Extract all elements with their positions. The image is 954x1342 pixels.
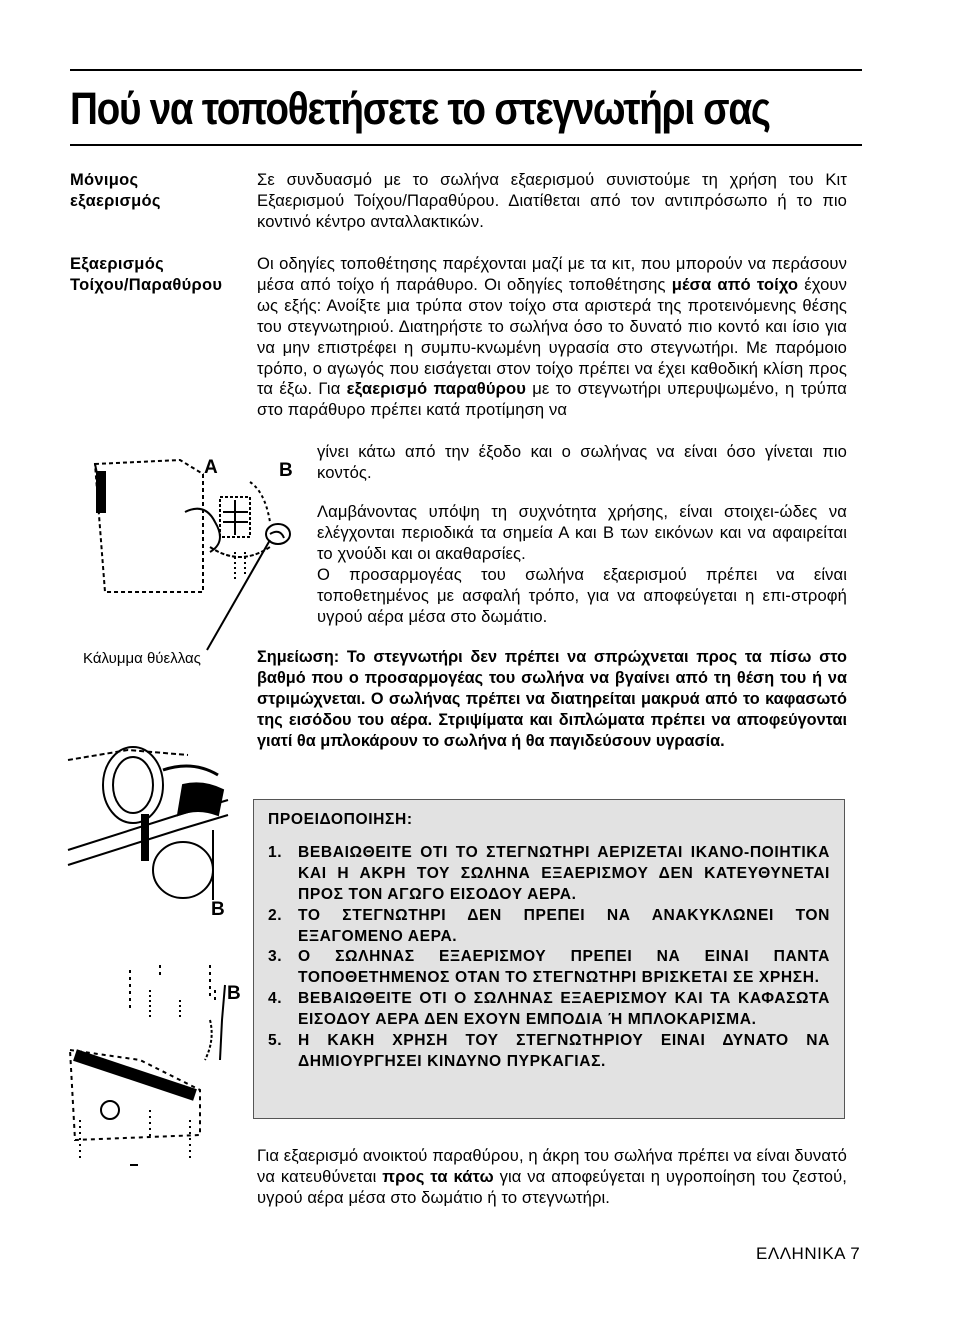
warning-item-number: 2. [268, 906, 283, 924]
maintenance-paragraph [317, 502, 847, 627]
wall-text-d: γίνει κάτω από την έξοδο και ο σωλήνας να είναι όσο γίνεται πιο κοντός. [317, 442, 847, 482]
wall-bold-a: μέσα από τοίχο [671, 274, 799, 294]
warning-item [268, 843, 830, 906]
warning-item-number: 5. [268, 1032, 283, 1050]
section-label-wall [70, 254, 222, 296]
wall-paragraph [257, 254, 847, 421]
warning-item [268, 1031, 830, 1073]
warning-list [268, 843, 830, 1073]
warning-item [268, 906, 830, 948]
permanent-text: Σε συνδυασμό με το σωλήνα εξαερισμού συνιστούμε τη χρήση του Κιτ Εξαερισμού Τοίχου/Παραθύρου. Διατίθεται από τον αντιπρόσωπο ή το πιο κοντινό κέντρο ανταλλακτικών. [257, 170, 847, 231]
title-underline [70, 144, 862, 146]
open-window-paragraph [257, 1146, 847, 1209]
wall-text-c: με το στεγνωτήρι υπερυψωμένο, η τρύπα στο παράθυρο πρέπει κατά προτίμηση να [257, 379, 847, 420]
wall-bold-b: εξαερισμό παραθύρου [346, 379, 526, 399]
figure-hose-wall [68, 730, 243, 905]
warning-item-text: ΒΕΒΑΙΩΘΕΙΤΕ ΟΤΙ Ο ΣΩΛΗΝΑΣ ΕΞΑΕΡΙΣΜΟΥ ΚΑΙ ΤΑ ΚΑΦΑΣΩΤΑ ΕΙΣΟΔΟΥ ΑΕΡΑ ΔΕΝ ΕΧΟΥΝ ΕΜΠΟΔΙΑ Ή ΜΠΛΟΚΑΡΙΣΜΑ. [298, 990, 830, 1029]
figure-label-b: B [279, 460, 293, 481]
maintenance-text: Λαμβάνοντας υπόψη τη συχνότητα χρήσης, είναι στοιχει-ώδες να ελέγχονται περιοδικά τα σημεία Α και Β των εικόνων και να αφαιρείται το χνούδι και οι ακαθαρσίες. [317, 502, 847, 563]
warning-item [268, 947, 830, 989]
page-title: Πού να τοποθετήσετε το στεγνωτήρι σας [70, 83, 770, 134]
open-window-bold: προς τα κάτω [382, 1166, 494, 1186]
warning-item-text: ΤΟ ΣΤΕΓΝΩΤΗΡΙ ΔΕΝ ΠΡΕΠΕΙ ΝΑ ΑΝΑΚΥΚΛΩΝΕΙ ΤΟΝ ΕΞΑΓΟΜΕΝΟ ΑΕΡΑ. [298, 906, 830, 945]
open-window-text-b: για να αποφεύγεται η υγροποίηση του ζεστού, υγρού αέρα μέσα στο δωμάτιο ή το στεγνωτήρι. [257, 1166, 847, 1207]
warning-item-number: 1. [268, 843, 283, 861]
warning-title: ΠΡΟΕΙΔΟΠΟΙΗΣΗ: [268, 811, 413, 828]
figure-label-b-3: B [227, 983, 241, 1004]
warning-item-number: 3. [268, 948, 283, 966]
open-window-text-a: Για εξαερισμό ανοικτού παραθύρου, η άκρη του σωλήνα πρέπει να είναι δυνατό να κατευθύνεται [257, 1146, 847, 1186]
section-label-line: Μόνιμος [70, 171, 139, 189]
figure-label-b-2: B [211, 899, 225, 920]
warning-item-text: Η ΚΑΚΗ ΧΡΗΣΗ ΤΟΥ ΣΤΕΓΝΩΤΗΡΙΟΥ ΕΙΝΑΙ ΔΥΝΑΤΟ ΝΑ ΔΗΜΙΟΥΡΓΗΣΕΙ ΚΙΝΔΥΝΟ ΠΥΡΚΑΓΙΑΣ. [298, 1032, 830, 1070]
figure-caption-storm-cover: Κάλυμμα θύελλας [83, 650, 201, 667]
warning-item-text: Ο ΣΩΛΗΝΑΣ ΕΞΑΕΡΙΣΜΟΥ ΠΡΕΠΕΙ ΝΑ ΕΙΝΑΙ ΠΑΝΤΑ ΤΟΠΟΘΕΤΗΜΕΝΟΣ ΟΤΑΝ ΤΟ ΣΤΕΓΝΩΤΗΡΙ ΒΡΙΣΚΕΤΑΙ ΣΕ ΧΡΗΣΗ. [298, 948, 830, 987]
figure-dryer-wall-adapter [85, 452, 315, 672]
top-rule [70, 69, 862, 71]
warning-box [253, 799, 845, 1119]
warning-item [268, 989, 830, 1031]
adapter-text: Ο προσαρμογέας του σωλήνα εξαερισμού πρέπει να είναι τοποθετημένος με ασφαλή τρόπο, για να αποφεύγεται η επι-στροφή υγρού αέρα μέσα στο δωμάτιο. [317, 564, 847, 626]
warning-item-number: 4. [268, 990, 283, 1008]
section-label-permanent [70, 170, 161, 212]
page-number: ΕΛΛΗΝΙΚΑ 7 [756, 1244, 861, 1263]
wall-text-b: έχουν ως εξής: Ανοίξτε μια τρύπα στον τοίχο στα αριστερά της προτεινόμενης θέσης του στεγνωτηριού. Διατηρήστε το σωλήνα όσο το δυνατό πιο κοντό και ίσιο για να μην επιστρέφει η συμπυ-κνωμένη υγρασία στο στεγνωτήρι. Με παρόμοιο τρόπο, ο αγωγός που εισάγεται στον τοίχο πρέπει να έχει καθοδική κλίση προς τα έξω. Για [257, 274, 847, 399]
wall-text-a: Οι οδηγίες τοποθέτησης παρέχονται μαζί με τα κιτ, που μπορούν να περάσουν μέσα από τοίχο ή παράθυρο. Οι οδηγίες τοποθέτησης [257, 254, 847, 294]
section-label-line: Εξαερισμός [70, 255, 164, 273]
figure-dryer-window [70, 960, 245, 1185]
warning-item-text: ΒΕΒΑΙΩΘΕΙΤΕ ΟΤΙ ΤΟ ΣΤΕΓΝΩΤΗΡΙ ΑΕΡΙΖΕΤΑΙ ΙΚΑΝΟ-ΠΟΙΗΤΙΚΑ ΚΑΙ Η ΑΚΡΗ ΤΟΥ ΣΩΛΗΝΑ ΕΞΑΕΡΙΣΜΟΥ ΔΕΝ ΚΑΤΕΥΘΥΝΕΤΑΙ ΠΡΟΣ ΤΟΝ ΑΓΩΓΟ ΕΙΣΟΔΟΥ ΑΕΡΑ. [298, 843, 830, 903]
note-paragraph: Σημείωση: Το στεγνωτήρι δεν πρέπει να σπρώχνεται προς τα πίσω στο βαθμό που ο προσαρμογέας του σωλήνα να βγαίνει από τη θέση του ή να στριμώχνεται. Ο σωλήνας πρέπει να διατηρείται μακρυά από το καφασωτό της εισόδου του αέρα. Στριψίματα και διπλώματα πρέπει να αποφεύγονται γιατί θα μπλοκάρουν το σωλήνα ή θα παγιδεύσουν υγρασία. [257, 648, 847, 750]
section-label-line: Τοίχου/Παραθύρου [70, 276, 223, 294]
wall-continued-paragraph [317, 442, 847, 484]
section-label-line: εξαερισμός [70, 192, 161, 210]
figure-label-a: A [204, 457, 218, 478]
permanent-paragraph [257, 170, 847, 233]
